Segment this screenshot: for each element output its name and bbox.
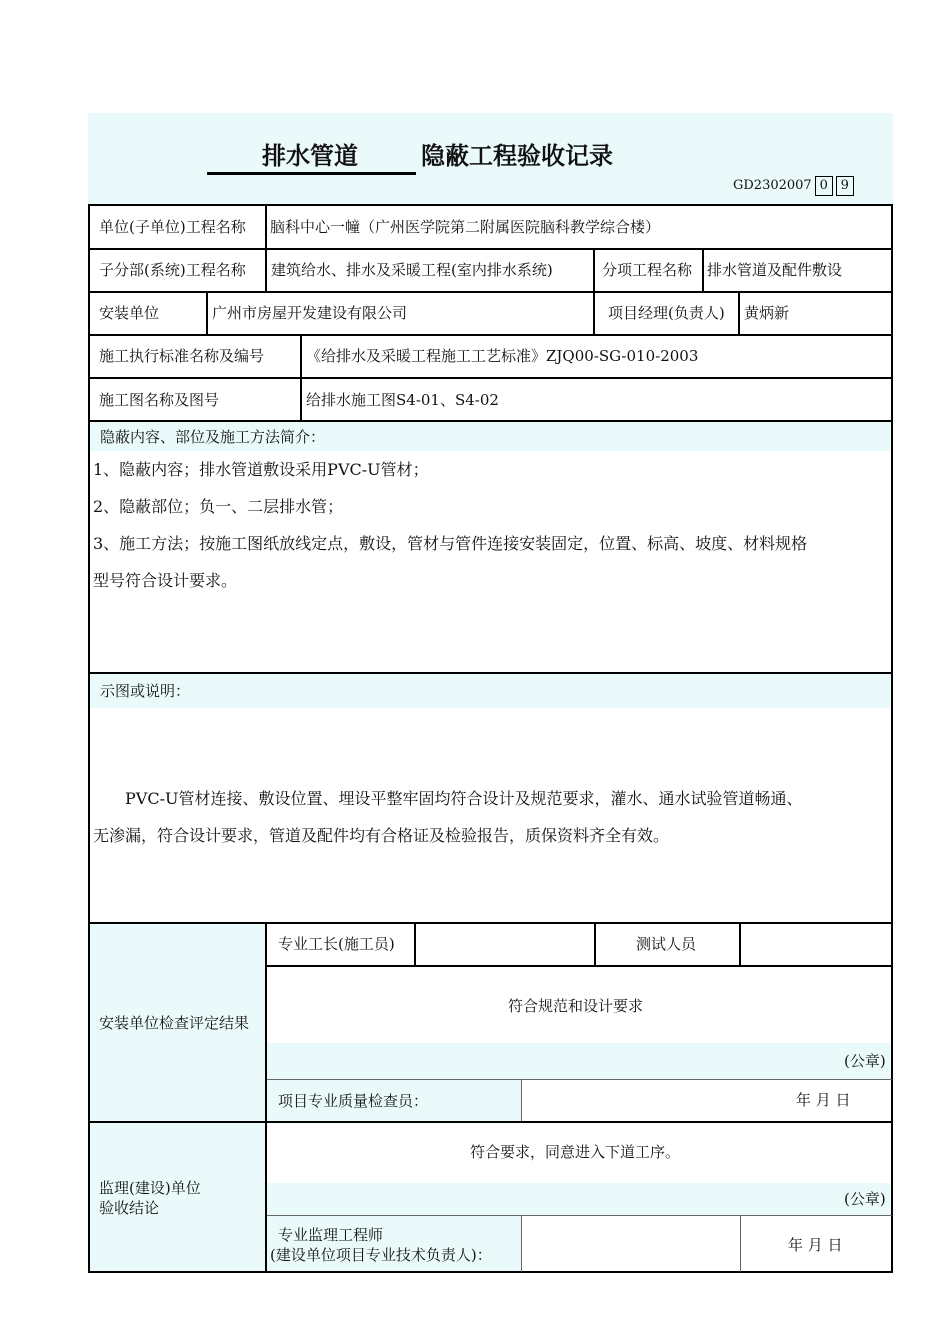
- supervision-label-line-2: 验收结论: [99, 1199, 160, 1217]
- title-left: 排水管道: [262, 142, 358, 170]
- foreman-label: 专业工长(施工员): [278, 935, 395, 953]
- unit-label: 单位(子单位)工程名称: [99, 218, 246, 236]
- form-code: [733, 176, 854, 196]
- drawing-label: 施工图名称及图号: [99, 391, 220, 409]
- inspector-label: 项目专业质量检查员：: [278, 1092, 429, 1110]
- hidden-line-3: 3、施工方法；按施工图纸放线定点，敷设，管材与管件连接安装固定，位置、标高、坡度、材料规格: [93, 534, 808, 553]
- form-code-text: GD2302007: [733, 178, 812, 193]
- std-label: 施工执行标准名称及编号: [99, 347, 265, 365]
- drawing-value: 给排水施工图S4-01、S4-02: [306, 391, 499, 409]
- item-label: 分项工程名称: [602, 261, 693, 279]
- illustration-heading-band: [90, 674, 891, 708]
- engineer-sign-cell[interactable]: [521, 1215, 740, 1273]
- supervision-label-line-1: 监理(建设)单位: [99, 1179, 201, 1197]
- illustration-heading: 示图或说明：: [100, 682, 191, 700]
- hidden-line-1: 1、隐蔽内容；排水管道敷设采用PVC-U管材；: [93, 460, 429, 479]
- sub-label: 子分部(系统)工程名称: [99, 261, 246, 279]
- manager-value: 黄炳新: [744, 304, 790, 322]
- manager-label: 项目经理(负责人): [608, 304, 725, 322]
- tester-label: 测试人员: [636, 935, 697, 953]
- supervision-result: 符合要求，同意进入下道工序。: [470, 1143, 681, 1161]
- inspection-seal-band: [267, 1043, 893, 1079]
- title-underline: [207, 172, 416, 175]
- foreman-value-cell: [416, 922, 596, 965]
- tester-value-cell: [741, 922, 893, 965]
- std-value: 《给排水及采暖工程施工工艺标准》ZJQ00-SG-010-2003: [306, 347, 699, 365]
- sub-value: 建筑给水、排水及采暖工程(室内排水系统): [271, 261, 553, 279]
- engineer-label-line-1: 专业监理工程师: [278, 1226, 384, 1244]
- supervision-date: 年 月 日: [788, 1236, 843, 1254]
- inspection-label: 安装单位检查评定结果: [99, 1014, 250, 1032]
- code-box-2: 9: [836, 176, 854, 196]
- hidden-heading: 隐蔽内容、部位及施工方法简介：: [100, 428, 326, 446]
- hidden-line-4: 型号符合设计要求。: [93, 571, 238, 590]
- supervision-seal: (公章): [844, 1190, 886, 1208]
- inspection-result: 符合规范和设计要求: [508, 997, 644, 1015]
- item-value: 排水管道及配件敷设: [707, 261, 843, 279]
- inspection-date: 年 月 日: [796, 1091, 851, 1109]
- illustration-line-1: PVC-U管材连接、敷设位置、埋设平整牢固均符合设计及规范要求，灌水、通水试验管道畅通、: [125, 789, 803, 808]
- title-right: 隐蔽工程验收记录: [421, 142, 613, 170]
- supervision-seal-band: [267, 1183, 893, 1215]
- unit-value: 脑科中心一幢（广州医学院第二附属医院脑科教学综合楼）: [270, 218, 661, 236]
- inspection-seal: (公章): [844, 1052, 886, 1070]
- hidden-line-2: 2、隐蔽部位；负一、二层排水管；: [93, 497, 344, 516]
- illustration-line-2: 无渗漏，符合设计要求，管道及配件均有合格证及检验报告，质保资料齐全有效。: [93, 826, 670, 845]
- code-box-1: 0: [815, 176, 833, 196]
- install-value: 广州市房屋开发建设有限公司: [212, 304, 408, 322]
- engineer-label-line-2: (建设单位项目专业技术负责人)：: [270, 1246, 492, 1264]
- install-label: 安装单位: [99, 304, 160, 322]
